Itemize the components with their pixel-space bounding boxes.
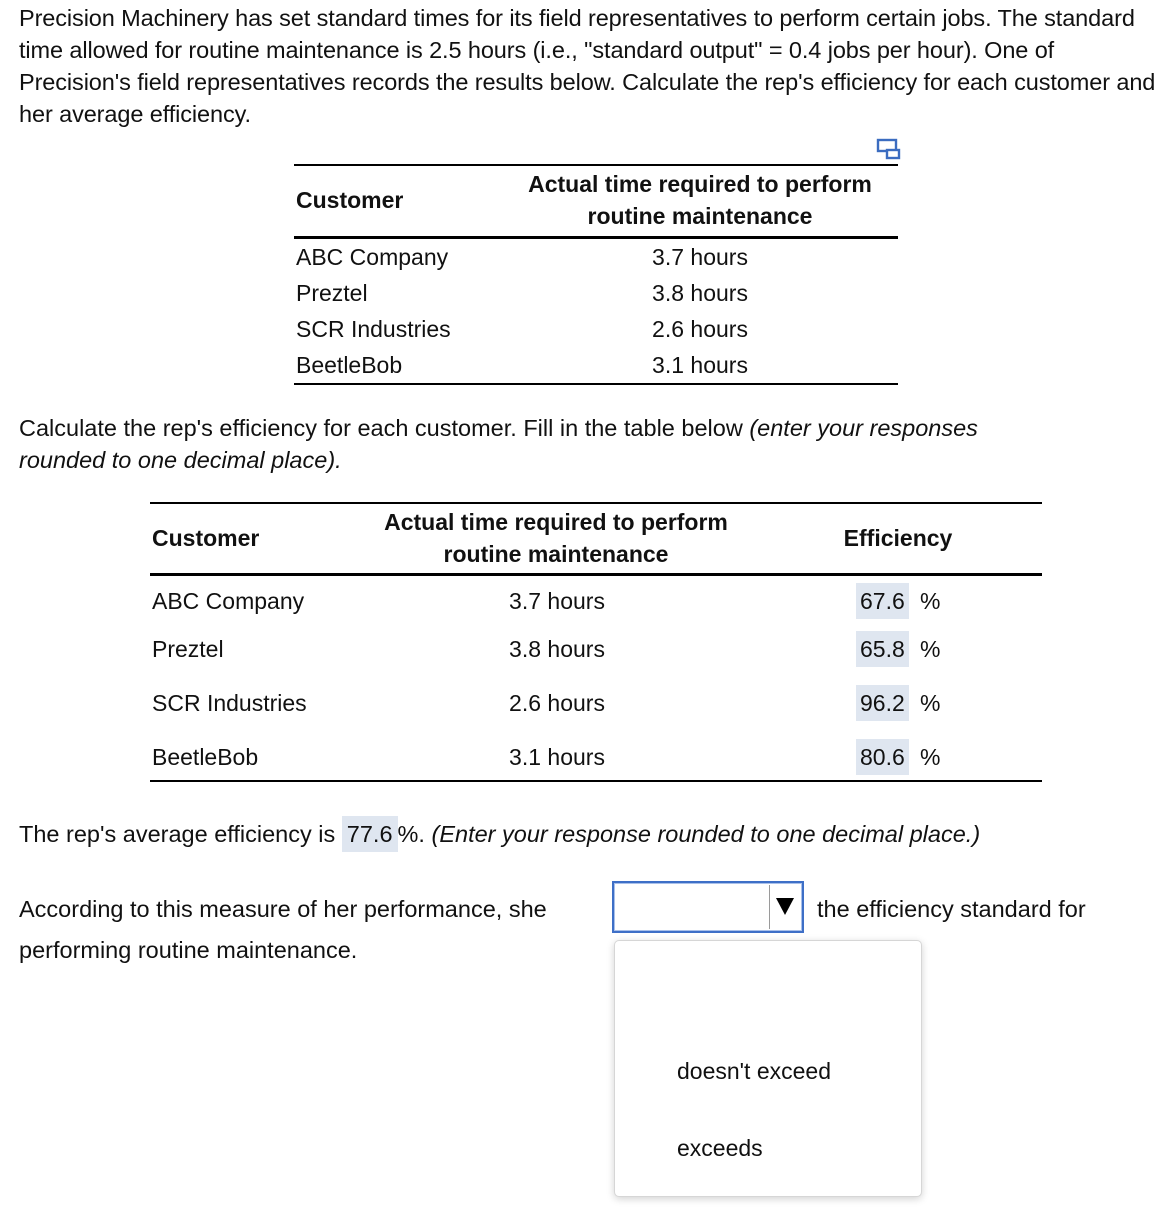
- efficiency-input[interactable]: 80.6: [856, 739, 909, 775]
- conclusion-select[interactable]: [612, 881, 804, 933]
- expand-table-icon[interactable]: [874, 136, 902, 164]
- table-bottom-rule: [294, 383, 898, 385]
- instruction-italic-2: rounded to one decimal place).: [19, 447, 342, 473]
- conclusion-suffix: the efficiency standard for: [817, 896, 1086, 922]
- time-cell: 3.8 hours: [652, 280, 748, 306]
- conclusion-prefix: According to this measure of her performance, she: [19, 896, 547, 922]
- instruction-text: [19, 412, 1159, 476]
- option-doesnt-exceed[interactable]: doesn't exceed: [677, 1058, 832, 1084]
- table-header-rule: [150, 573, 1042, 576]
- time-cell: 2.6 hours: [509, 690, 605, 716]
- col-header-customer: Customer: [152, 525, 260, 551]
- chevron-down-icon: [776, 898, 794, 915]
- customer-cell: ABC Company: [296, 244, 449, 270]
- time-cell: 2.6 hours: [652, 316, 748, 342]
- average-sentence: [19, 816, 980, 852]
- efficiency-input[interactable]: 65.8: [856, 631, 909, 667]
- time-cell: 3.8 hours: [509, 636, 605, 662]
- customer-cell: BeetleBob: [152, 744, 259, 770]
- average-efficiency-input[interactable]: 77.6: [342, 816, 398, 852]
- time-cell: 3.7 hours: [652, 244, 748, 270]
- instruction-italic-1: (enter your responses: [749, 415, 978, 441]
- average-hint: (Enter your response rounded to one decimal place.): [431, 821, 981, 847]
- table-top-rule: [150, 502, 1042, 504]
- col-header-time-line1: Actual time required to perform: [384, 509, 728, 535]
- dropdown-options-panel: [614, 940, 922, 1197]
- customer-cell: ABC Company: [152, 588, 305, 614]
- col-header-time-line1: Actual time required to perform: [528, 171, 872, 197]
- efficiency-input[interactable]: 67.6: [856, 583, 909, 619]
- percent-sign: %: [920, 744, 941, 770]
- problem-statement: Precision Machinery has set standard times for its field representatives to perform certain jobs. The standard time allowed for routine maintenance is 2.5 hours (i.e., "standard output" = 0.4 jobs per hour). One of Precision's field representatives records the results below. Calculate the rep's efficiency for each customer and her average efficiency.: [19, 5, 1156, 127]
- efficiency-input[interactable]: 96.2: [856, 685, 909, 721]
- customer-cell: Preztel: [152, 636, 224, 662]
- time-cell: 3.1 hours: [509, 744, 605, 770]
- table-top-rule: [294, 164, 898, 166]
- percent-sign: %: [920, 636, 941, 662]
- instruction-normal: Calculate the rep's efficiency for each customer. Fill in the table below: [19, 415, 750, 441]
- customer-cell: Preztel: [296, 280, 368, 306]
- select-arrow-button[interactable]: [769, 885, 800, 929]
- average-suffix: %.: [397, 821, 425, 847]
- time-cell: 3.7 hours: [509, 588, 605, 614]
- option-exceeds[interactable]: exceeds: [677, 1135, 763, 1161]
- customer-cell: SCR Industries: [152, 690, 307, 716]
- percent-sign: %: [920, 588, 941, 614]
- conclusion-line2: performing routine maintenance.: [19, 937, 358, 963]
- table-header-rule: [294, 236, 898, 239]
- customer-cell: BeetleBob: [296, 352, 403, 378]
- col-header-time-line2: routine maintenance: [587, 203, 813, 229]
- col-header-customer: Customer: [296, 187, 404, 213]
- percent-sign: %: [920, 690, 941, 716]
- col-header-efficiency: Efficiency: [843, 525, 953, 551]
- col-header-time-line2: routine maintenance: [443, 541, 669, 567]
- table-bottom-rule: [150, 780, 1042, 782]
- time-cell: 3.1 hours: [652, 352, 748, 378]
- average-prefix: The rep's average efficiency is: [19, 821, 336, 847]
- customer-cell: SCR Industries: [296, 316, 451, 342]
